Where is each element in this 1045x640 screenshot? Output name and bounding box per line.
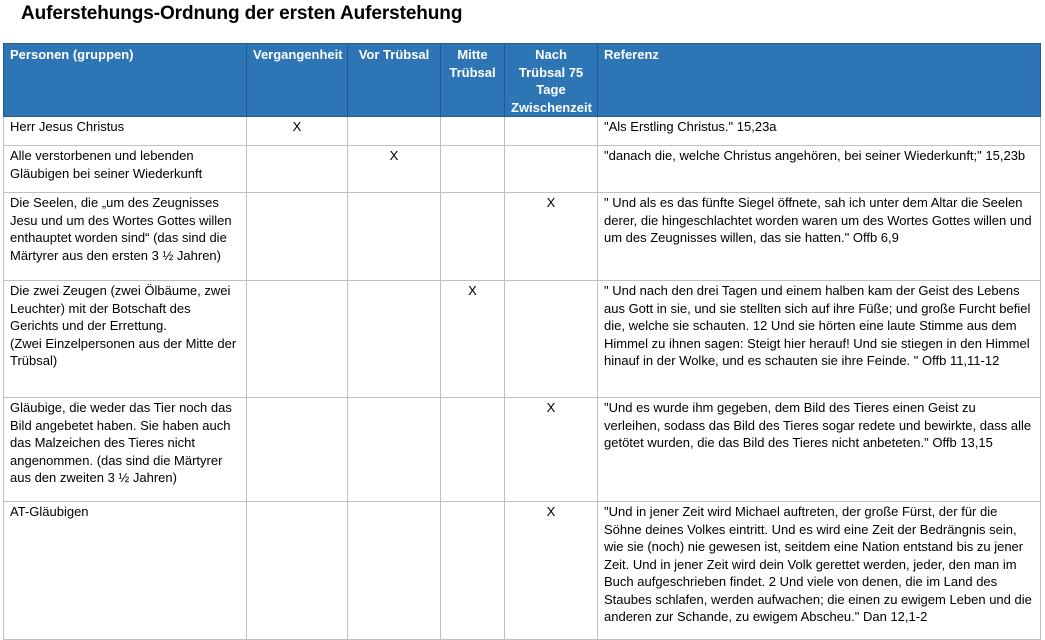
middle-cell (441, 193, 505, 281)
after-cell (505, 146, 598, 193)
after-cell: X (505, 193, 598, 281)
person-cell: Die zwei Zeugen (zwei Ölbäume, zwei Leuchter) mit der Botschaft des Gerichts und der Errettung. (Zwei Einzelpersonen aus der Mitte der Trübsal) (4, 281, 247, 398)
person-cell: Gläubige, die weder das Tier noch das Bild angebetet haben. Sie haben auch das Malzeichen des Tieres nicht angenommen. (das sind die Märtyrer aus den zweiten 3 ½ Jahren) (4, 398, 247, 502)
past-cell (247, 146, 348, 193)
before-cell (348, 281, 441, 398)
table-row (4, 398, 1041, 502)
person-cell: AT-Gläubigen (4, 502, 247, 640)
reference-cell: " Und als es das fünfte Siegel öffnete, sah ich unter dem Altar die Seelen derer, die hingeschlachtet worden waren um des Wortes Gottes willen und um des Zeugnisses willen, das sie hatten." Offb 6,9 (598, 193, 1041, 281)
column-header-before: Vor Trübsal (348, 44, 441, 117)
reference-cell: "Und es wurde ihm gegeben, dem Bild des Tieres einen Geist zu verleihen, sodass das Bild des Tieres sogar redete und bewirkte, dass alle getötet wurden, die das Bild des Tieres nicht anbeteten." Offb 13,15 (598, 398, 1041, 502)
header-row (4, 44, 1041, 117)
reference-cell: "danach die, welche Christus angehören, bei seiner Wiederkunft;" 15,23b (598, 146, 1041, 193)
reference-cell: "Und in jener Zeit wird Michael auftreten, der große Fürst, der für die Söhne deines Volkes eintritt. Und es wird eine Zeit der Bedrängnis sein, wie sie (noch) nie gewesen ist, seitdem eine Nation entstand bis zu jener Zeit. Und in jener Zeit wird dein Volk gerettet werden, jeder, den man im Buch aufgeschrieben findet. 2 Und viele von denen, die im Land des Staubes schlafen, werden aufwachen; die einen zu ewigem Leben und die anderen zur Schande, zu ewigem Abscheu." Dan 12,1-2 (598, 502, 1041, 640)
middle-cell (441, 502, 505, 640)
table-row (4, 281, 1041, 398)
before-cell (348, 502, 441, 640)
table-row (4, 193, 1041, 281)
column-header-after: Nach Trübsal 75 Tage Zwischenzeit (505, 44, 598, 117)
column-header-middle: Mitte Trübsal (441, 44, 505, 117)
middle-cell (441, 398, 505, 502)
before-cell: X (348, 146, 441, 193)
after-cell (505, 117, 598, 146)
after-cell: X (505, 502, 598, 640)
after-cell: X (505, 398, 598, 502)
resurrection-order-table (3, 43, 1041, 640)
past-cell (247, 281, 348, 398)
past-cell: X (247, 117, 348, 146)
before-cell (348, 117, 441, 146)
middle-cell (441, 117, 505, 146)
person-cell: Herr Jesus Christus (4, 117, 247, 146)
table-row (4, 502, 1041, 640)
page-title: Auferstehungs-Ordnung der ersten Auferstehung (21, 3, 463, 24)
past-cell (247, 398, 348, 502)
past-cell (247, 193, 348, 281)
before-cell (348, 193, 441, 281)
person-cell: Alle verstorbenen und lebenden Gläubigen bei seiner Wiederkunft (4, 146, 247, 193)
table-row (4, 117, 1041, 146)
after-cell (505, 281, 598, 398)
table-row (4, 146, 1041, 193)
middle-cell (441, 146, 505, 193)
column-header-persons: Personen (gruppen) (4, 44, 247, 117)
past-cell (247, 502, 348, 640)
before-cell (348, 398, 441, 502)
reference-cell: "Als Erstling Christus." 15,23a (598, 117, 1041, 146)
person-cell: Die Seelen, die „um des Zeugnisses Jesu und um des Wortes Gottes willen enthauptet worden sind“ (das sind die Märtyrer aus den ersten 3 ½ Jahren) (4, 193, 247, 281)
middle-cell: X (441, 281, 505, 398)
column-header-reference: Referenz (598, 44, 1041, 117)
column-header-past: Vergangenheit (247, 44, 348, 117)
reference-cell: " Und nach den drei Tagen und einem halben kam der Geist des Lebens aus Gott in sie, und sie stellten sich auf ihre Füße; und große Furcht befiel die, welche sie schauten. 12 Und sie hörten eine laute Stimme aus dem Himmel zu ihnen sagen: Steigt hier herauf! Und sie stiegen in den Himmel hinauf in der Wolke, und es schauten sie ihre Feinde. " Offb 11,11-12 (598, 281, 1041, 398)
